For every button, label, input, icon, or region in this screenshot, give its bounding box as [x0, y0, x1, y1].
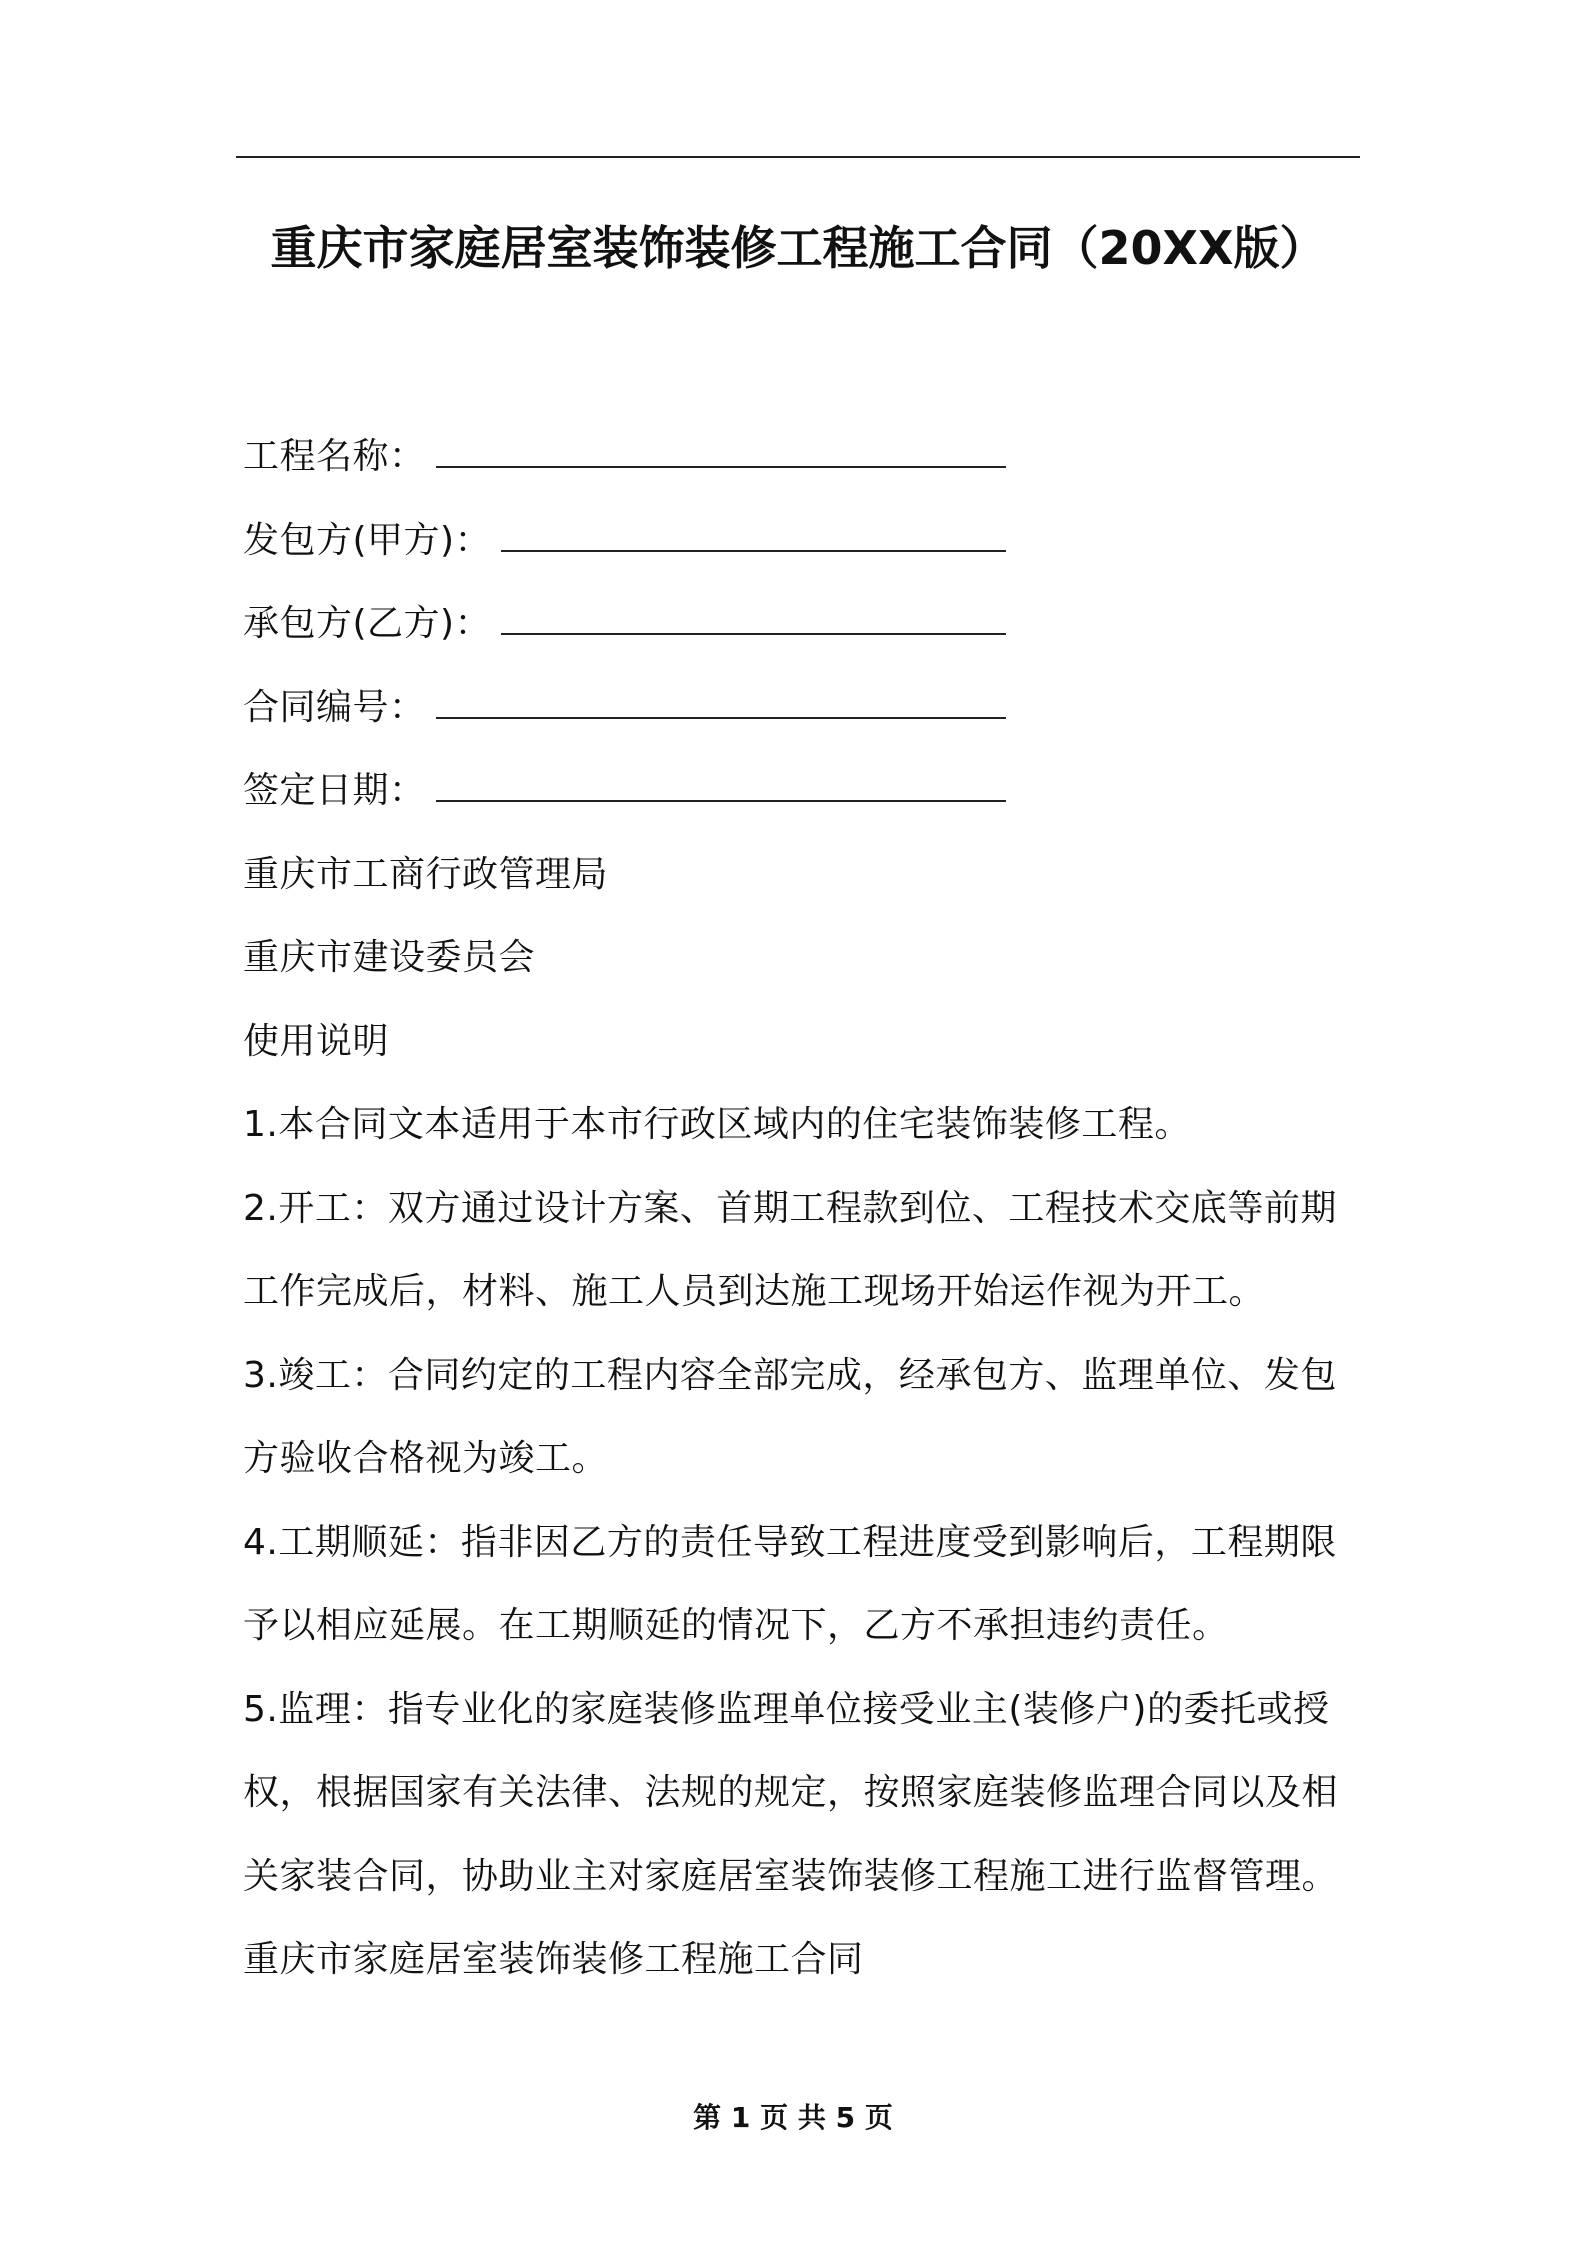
- blank-line[interactable]: [501, 603, 1006, 635]
- field-party-b: [243, 582, 1360, 666]
- blank-line[interactable]: [501, 520, 1006, 552]
- instruction-line: 3.竣工：合同约定的工程内容全部完成，经承包方、监理单位、发包: [243, 1354, 1337, 1396]
- document-body: [243, 415, 1360, 2002]
- header-rule: [236, 156, 1360, 158]
- instruction-line: 关家装合同，协助业主对家庭居室装饰装修工程施工进行监督管理。: [243, 1855, 1339, 1897]
- blank-line[interactable]: [436, 687, 1006, 719]
- field-contract-number: [243, 666, 1360, 750]
- page-footer: 第 1 页 共 5 页: [693, 2101, 893, 2134]
- contract-heading: 重庆市家庭居室装饰装修工程施工合同: [243, 1939, 864, 1980]
- field-signing-date: [243, 749, 1360, 833]
- field-project-name: [243, 415, 1360, 499]
- instruction-line: 予以相应延展。在工期顺延的情况下，乙方不承担违约责任。: [243, 1605, 1229, 1646]
- instruction-line: 工作完成后，材料、施工人员到达施工现场开始运作视为开工。: [243, 1271, 1266, 1312]
- instructions-heading: 使用说明: [243, 1020, 390, 1062]
- instruction-line: 4.工期顺延：指非因乙方的责任导致工程进度受到影响后，工程期限: [243, 1521, 1337, 1563]
- field-label: 承包方(乙方)：: [243, 603, 492, 644]
- blank-line[interactable]: [436, 436, 1006, 468]
- field-label: 工程名称：: [243, 436, 426, 477]
- issuer-1: 重庆市工商行政管理局: [243, 853, 609, 895]
- blank-line[interactable]: [436, 770, 1006, 802]
- instruction-line: 5.监理：指专业化的家庭装修监理单位接受业主(装修户)的委托或授: [243, 1688, 1330, 1730]
- document-title: 重庆市家庭居室装饰装修工程施工合同（20XX版）: [270, 221, 1326, 275]
- field-party-a: [243, 499, 1360, 583]
- issuer-2: 重庆市建设委员会: [243, 937, 536, 978]
- field-label: 签定日期：: [243, 770, 426, 811]
- instruction-line: 权，根据国家有关法律、法规的规定，按照家庭装修监理合同以及相: [243, 1772, 1339, 1813]
- field-label: 合同编号：: [243, 686, 426, 728]
- instruction-line: 1.本合同文本适用于本市行政区域内的住宅装饰装修工程。: [243, 1104, 1191, 1145]
- instruction-line: 方验收合格视为竣工。: [243, 1438, 609, 1479]
- field-label: 发包方(甲方)：: [243, 519, 492, 561]
- instruction-line: 2.开工：双方通过设计方案、首期工程款到位、工程技术交底等前期: [243, 1187, 1337, 1229]
